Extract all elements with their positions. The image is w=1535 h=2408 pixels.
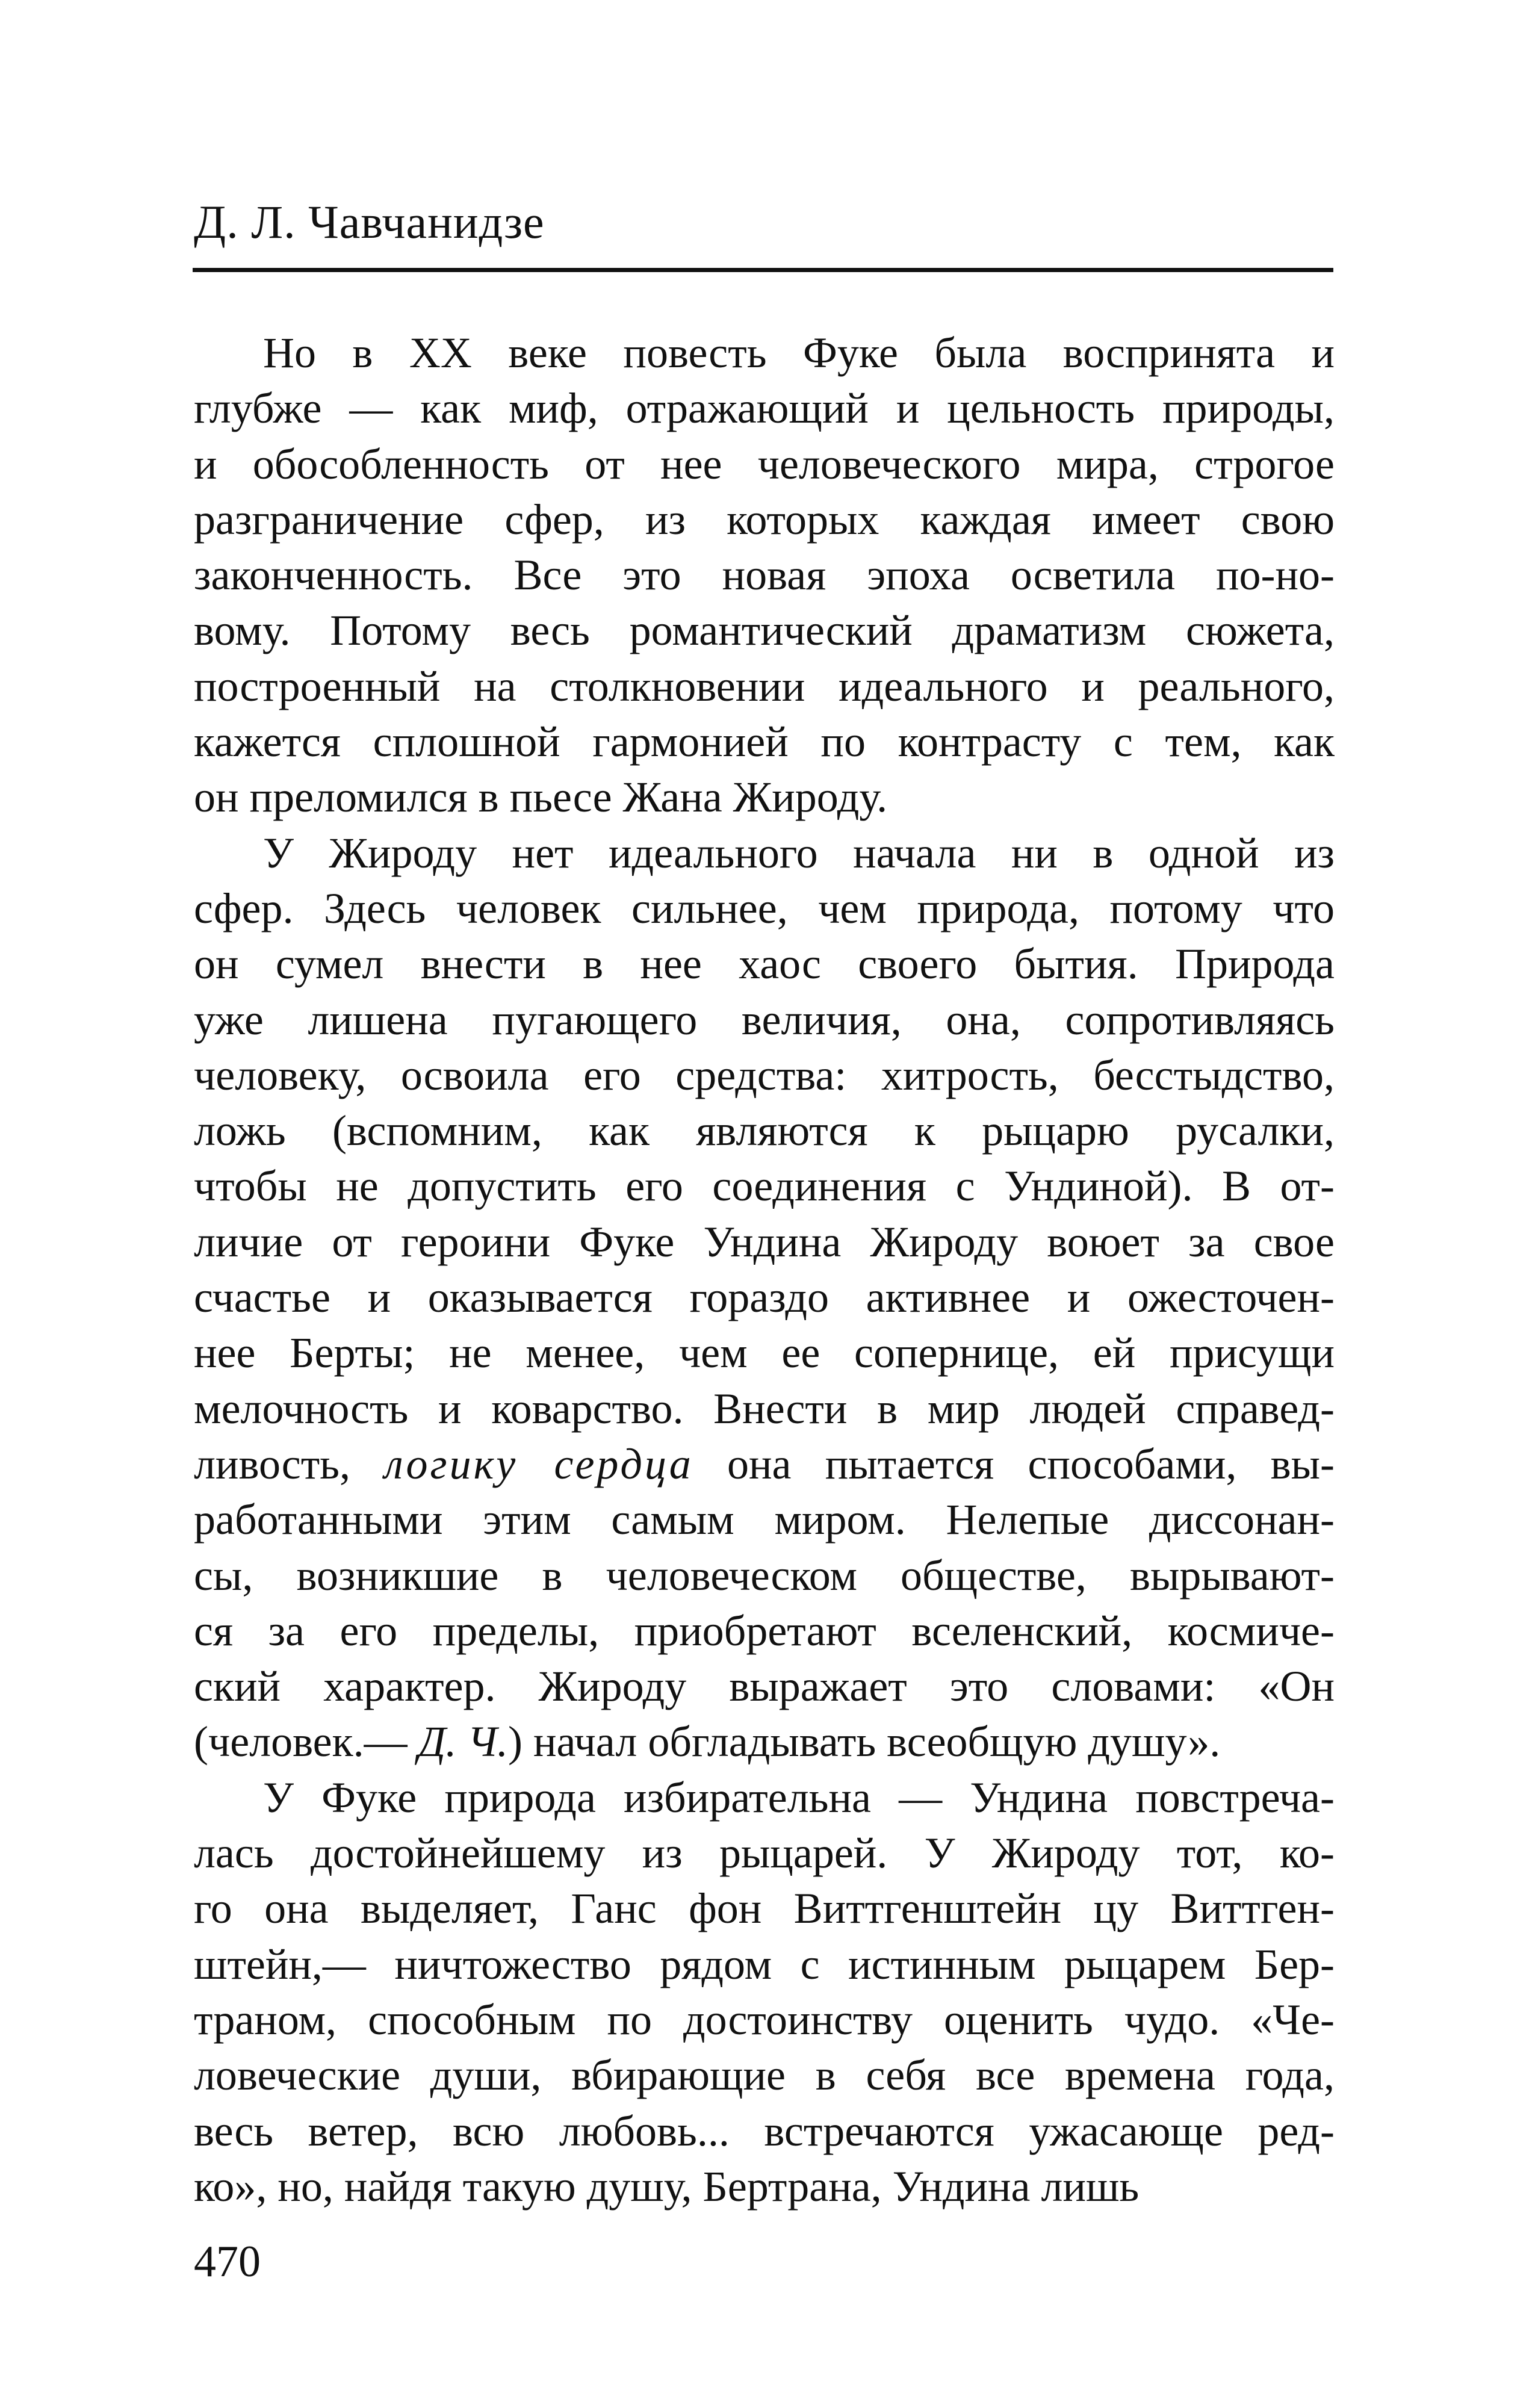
text-line: лась достойнейшему из рыцарей. У Жироду тот, ко- xyxy=(194,1829,1335,1878)
header-rule xyxy=(193,268,1333,272)
emphasis-text: Д. Ч. xyxy=(418,1718,509,1766)
text-line xyxy=(194,1714,1335,1769)
text-line: личие от героини Фуке Ундина Жироду воюет за свое xyxy=(194,1217,1335,1266)
text-line: штейн,— ничтожество рядом с истинным рыцарем Бер- xyxy=(194,1940,1335,1988)
text-fragment: ливость, xyxy=(194,1439,385,1488)
text-line: кажется сплошной гармонией по контрасту с тем, как xyxy=(194,718,1335,766)
running-head: Д. Л. Чавчанидзе xyxy=(194,196,545,248)
text-line: уже лишена пугающего величия, она, сопротивляясь xyxy=(194,995,1335,1044)
text-line: Но в XX веке повесть Фуке была воспринята и xyxy=(263,329,1335,377)
text-line: траном, способным по достоинству оценить чудо. «Че- xyxy=(194,1995,1335,2044)
text-fragment: ) начал обгладывать всеобщую душу». xyxy=(508,1718,1221,1766)
page-number: 470 xyxy=(194,2237,261,2286)
text-line: он преломился в пьесе Жана Жироду. xyxy=(194,773,888,822)
text-line: ся за его пределы, приобретают вселенский, космиче- xyxy=(194,1606,1335,1655)
body-text xyxy=(194,325,1335,2214)
text-line: он сумел внести в нее хаос своего бытия. Природа xyxy=(194,940,1335,988)
text-line: вому. Потому весь романтический драматизм сюжета, xyxy=(194,606,1335,655)
text-fragment: она пытается способами, вы- xyxy=(693,1439,1335,1488)
text-line xyxy=(194,1436,1335,1492)
text-line: разграничение сфер, из которых каждая имеет свою xyxy=(194,495,1335,544)
text-line: построенный на столкновении идеального и реального, xyxy=(194,662,1335,710)
text-line: человеку, освоила его средства: хитрость, бесстыдство, xyxy=(194,1050,1335,1099)
text-line: и обособленность от нее человеческого мира, строгое xyxy=(194,439,1335,488)
text-line: ко», но, найдя такую душу, Бертрана, Ундина лишь xyxy=(194,2162,1140,2211)
text-line: сы, возникшие в человеческом обществе, вырывают- xyxy=(194,1551,1335,1600)
text-line: чтобы не допустить его соединения с Ундиной). В от- xyxy=(194,1162,1335,1211)
text-line: законченность. Все это новая эпоха осветила по-но- xyxy=(194,551,1335,600)
text-line: ложь (вспомним, как являются к рыцарю русалки, xyxy=(194,1106,1335,1155)
text-line: мелочность и коварство. Внести в мир людей справед- xyxy=(194,1384,1335,1433)
text-line: ловеческие души, вбирающие в себя все времена года, xyxy=(194,2051,1335,2100)
text-line: У Жироду нет идеального начала ни в одной из xyxy=(263,828,1335,877)
text-line: глубже — как миф, отражающий и цельность природы, xyxy=(194,384,1335,433)
text-line: весь ветер, всю любовь... встречаются ужасающе ред- xyxy=(194,2106,1335,2155)
text-line: го она выделяет, Ганс фон Виттгенштейн цу Виттген- xyxy=(194,1884,1335,1933)
text-line: работанными этим самым миром. Нелепые диссонан- xyxy=(194,1495,1335,1544)
text-line: У Фуке природа избирательна — Ундина повстреча- xyxy=(263,1773,1335,1822)
text-fragment: (человек.— xyxy=(194,1718,418,1766)
emphasis-text: логику сердца xyxy=(384,1439,693,1488)
text-line: счастье и оказывается гораздо активнее и ожесточен- xyxy=(194,1273,1335,1322)
text-line: ский характер. Жироду выражает это словами: «Он xyxy=(194,1662,1335,1711)
text-line: нее Берты; не менее, чем ее сопернице, ей присущи xyxy=(194,1329,1335,1377)
text-line: сфер. Здесь человек сильнее, чем природа, потому что xyxy=(194,884,1335,932)
